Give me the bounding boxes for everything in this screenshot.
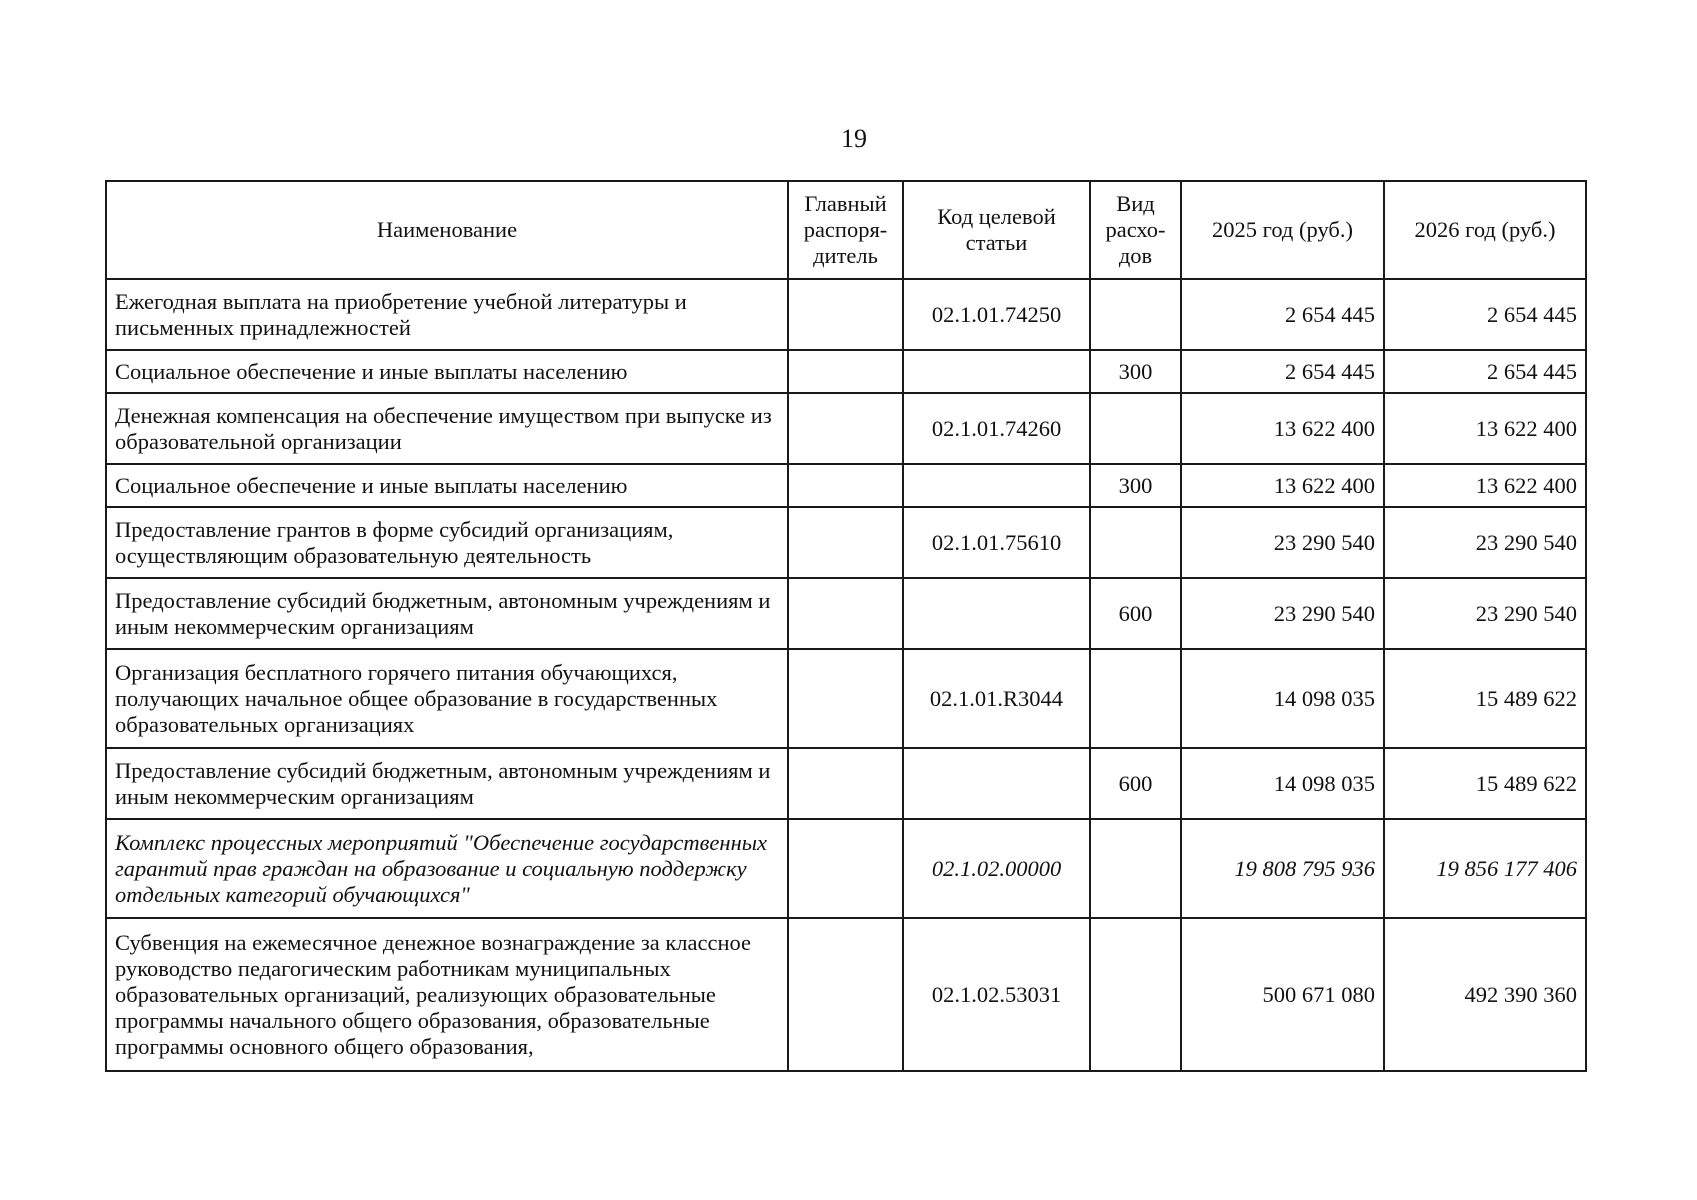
row-type: 300 xyxy=(1090,464,1181,507)
header-code: Код целевой статьи xyxy=(903,181,1090,279)
row-code: 02.1.02.00000 xyxy=(903,819,1090,918)
header-admin: Главный распоря-дитель xyxy=(788,181,903,279)
row-amount-2025: 14 098 035 xyxy=(1181,649,1384,748)
row-code: 02.1.01.75610 xyxy=(903,507,1090,578)
row-amount-2026: 15 489 622 xyxy=(1384,649,1586,748)
row-code: 02.1.01.74250 xyxy=(903,279,1090,350)
row-amount-2026: 13 622 400 xyxy=(1384,464,1586,507)
row-amount-2025: 19 808 795 936 xyxy=(1181,819,1384,918)
row-amount-2026: 23 290 540 xyxy=(1384,578,1586,649)
row-name: Предоставление субсидий бюджетным, автономным учреждениям и иным некоммерческим организациям xyxy=(106,748,788,819)
row-admin xyxy=(788,819,903,918)
header-type: Вид расхо-дов xyxy=(1090,181,1181,279)
row-amount-2026: 2 654 445 xyxy=(1384,279,1586,350)
row-amount-2025: 13 622 400 xyxy=(1181,393,1384,464)
row-admin xyxy=(788,279,903,350)
row-type xyxy=(1090,918,1181,1071)
row-code xyxy=(903,748,1090,819)
row-code: 02.1.01.74260 xyxy=(903,393,1090,464)
row-amount-2026: 13 622 400 xyxy=(1384,393,1586,464)
row-name: Денежная компенсация на обеспечение имуществом при выпуске из образовательной организации xyxy=(106,393,788,464)
row-name: Субвенция на ежемесячное денежное вознаграждение за классное руководство педагогическим работникам муниципальных образовательных организаций, реализующих образовательные программы начального общего образования, образовательные программы основного общего образования, xyxy=(106,918,788,1071)
table-row xyxy=(106,918,1586,1071)
row-code: 02.1.02.53031 xyxy=(903,918,1090,1071)
row-admin xyxy=(788,578,903,649)
page-number: 19 xyxy=(841,124,867,153)
row-code xyxy=(903,350,1090,393)
row-name: Ежегодная выплата на приобретение учебной литературы и письменных принадлежностей xyxy=(106,279,788,350)
row-name: Комплекс процессных мероприятий "Обеспечение государственных гарантий прав граждан на образование и социальную поддержку отдельных категорий обучающихся" xyxy=(106,819,788,918)
header-year-2026: 2026 год (руб.) xyxy=(1384,181,1586,279)
table-header-row xyxy=(106,181,1586,279)
row-amount-2025: 23 290 540 xyxy=(1181,507,1384,578)
row-name: Организация бесплатного горячего питания обучающихся, получающих начальное общее образование в государственных образовательных организациях xyxy=(106,649,788,748)
row-amount-2026: 15 489 622 xyxy=(1384,748,1586,819)
row-admin xyxy=(788,507,903,578)
header-name: Наименование xyxy=(106,181,788,279)
row-admin xyxy=(788,918,903,1071)
row-type xyxy=(1090,819,1181,918)
row-code: 02.1.01.R3044 xyxy=(903,649,1090,748)
row-amount-2025: 13 622 400 xyxy=(1181,464,1384,507)
row-name: Предоставление грантов в форме субсидий организациям, осуществляющим образовательную деятельность xyxy=(106,507,788,578)
row-amount-2025: 2 654 445 xyxy=(1181,279,1384,350)
row-code xyxy=(903,464,1090,507)
row-name: Предоставление субсидий бюджетным, автономным учреждениям и иным некоммерческим организациям xyxy=(106,578,788,649)
table-row xyxy=(106,507,1586,578)
row-amount-2025: 2 654 445 xyxy=(1181,350,1384,393)
table-row xyxy=(106,748,1586,819)
table-row xyxy=(106,464,1586,507)
row-name: Социальное обеспечение и иные выплаты населению xyxy=(106,464,788,507)
row-code xyxy=(903,578,1090,649)
row-amount-2025: 500 671 080 xyxy=(1181,918,1384,1071)
row-amount-2025: 23 290 540 xyxy=(1181,578,1384,649)
budget-table xyxy=(105,180,1587,1072)
row-type xyxy=(1090,393,1181,464)
table-row xyxy=(106,649,1586,748)
row-type: 300 xyxy=(1090,350,1181,393)
table-row xyxy=(106,279,1586,350)
row-name: Социальное обеспечение и иные выплаты населению xyxy=(106,350,788,393)
row-amount-2026: 23 290 540 xyxy=(1384,507,1586,578)
row-type xyxy=(1090,507,1181,578)
table-row xyxy=(106,350,1586,393)
row-admin xyxy=(788,393,903,464)
table-row xyxy=(106,393,1586,464)
row-type: 600 xyxy=(1090,578,1181,649)
row-amount-2026: 492 390 360 xyxy=(1384,918,1586,1071)
row-type xyxy=(1090,279,1181,350)
table-row-program-complex xyxy=(106,819,1586,918)
row-amount-2026: 19 856 177 406 xyxy=(1384,819,1586,918)
table-row xyxy=(106,578,1586,649)
row-type xyxy=(1090,649,1181,748)
row-admin xyxy=(788,649,903,748)
row-type: 600 xyxy=(1090,748,1181,819)
row-amount-2026: 2 654 445 xyxy=(1384,350,1586,393)
row-amount-2025: 14 098 035 xyxy=(1181,748,1384,819)
row-admin xyxy=(788,350,903,393)
row-admin xyxy=(788,464,903,507)
header-year-2025: 2025 год (руб.) xyxy=(1181,181,1384,279)
row-admin xyxy=(788,748,903,819)
